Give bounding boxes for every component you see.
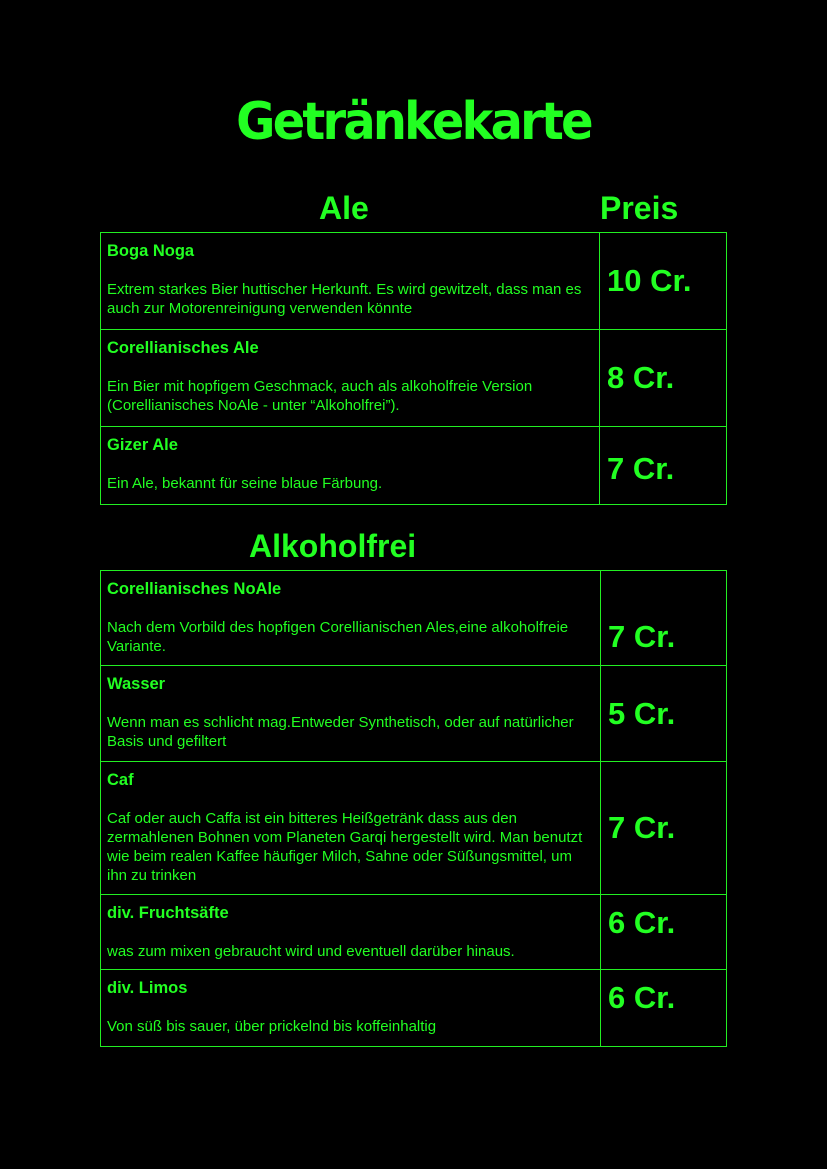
item-name: Wasser: [107, 675, 166, 693]
table-row: [101, 666, 727, 762]
alkoholfrei-table: [100, 570, 727, 1047]
table-row: [101, 571, 727, 666]
item-description: Wenn man es schlicht mag.Entweder Synthetisch, oder auf natürlicher Basis und gefiltert: [107, 714, 574, 750]
item-price: 7 Cr.: [601, 571, 727, 666]
item-price: 7 Cr.: [600, 427, 727, 505]
item-description: Caf oder auch Caffa ist ein bitteres Heißgetränk dass aus den zermahlenen Bohnen vom Planeten Garqi hergestellt wird. Man benutzt wie beim realen Kaffee häufiger Milch, Sahne oder Süßungsmittel, um ihn zu trinken: [107, 810, 583, 884]
item-price: 7 Cr.: [601, 762, 727, 895]
table-row: [101, 762, 727, 895]
item-description: Von süß bis sauer, über prickelnd bis koffeinhaltig: [107, 1018, 437, 1035]
price-heading: Preis: [600, 190, 679, 226]
table-row: [101, 895, 727, 970]
item-name: Gizer Ale: [107, 436, 178, 454]
item-name: div. Limos: [107, 979, 188, 997]
table-row: [101, 427, 727, 505]
table-row: [101, 970, 727, 1047]
menu-title: Getränkekarte: [236, 92, 591, 152]
item-name: Corellianisches Ale: [107, 339, 259, 357]
item-description: Nach dem Vorbild des hopfigen Corellianischen Ales,eine alkoholfreie Variante.: [107, 619, 569, 655]
item-name: div. Fruchtsäfte: [107, 904, 229, 922]
ale-table: [100, 232, 727, 505]
table-row: [101, 330, 727, 427]
item-price: 8 Cr.: [600, 330, 727, 427]
item-price: 10 Cr.: [600, 233, 727, 330]
item-price: 5 Cr.: [601, 666, 727, 762]
item-price: 6 Cr.: [601, 895, 727, 970]
ale-heading: Ale: [319, 190, 369, 226]
table-row: [101, 233, 727, 330]
item-name: Boga Noga: [107, 242, 195, 260]
item-description: Ein Ale, bekannt für seine blaue Färbung.: [107, 475, 383, 492]
item-price: 6 Cr.: [601, 970, 727, 1047]
item-description: Ein Bier mit hopfigem Geschmack, auch als alkoholfreie Version (Corellianisches NoAle - unter “Alkoholfrei”).: [107, 378, 533, 414]
alkoholfrei-heading: Alkoholfrei: [249, 528, 417, 564]
item-name: Caf: [107, 771, 134, 789]
item-description: was zum mixen gebraucht wird und eventuell darüber hinaus.: [107, 943, 515, 960]
item-description: Extrem starkes Bier huttischer Herkunft. Es wird gewitzelt, dass man es auch zur Motorenreinigung verwenden könnte: [107, 281, 582, 317]
item-name: Corellianisches NoAle: [107, 580, 282, 598]
